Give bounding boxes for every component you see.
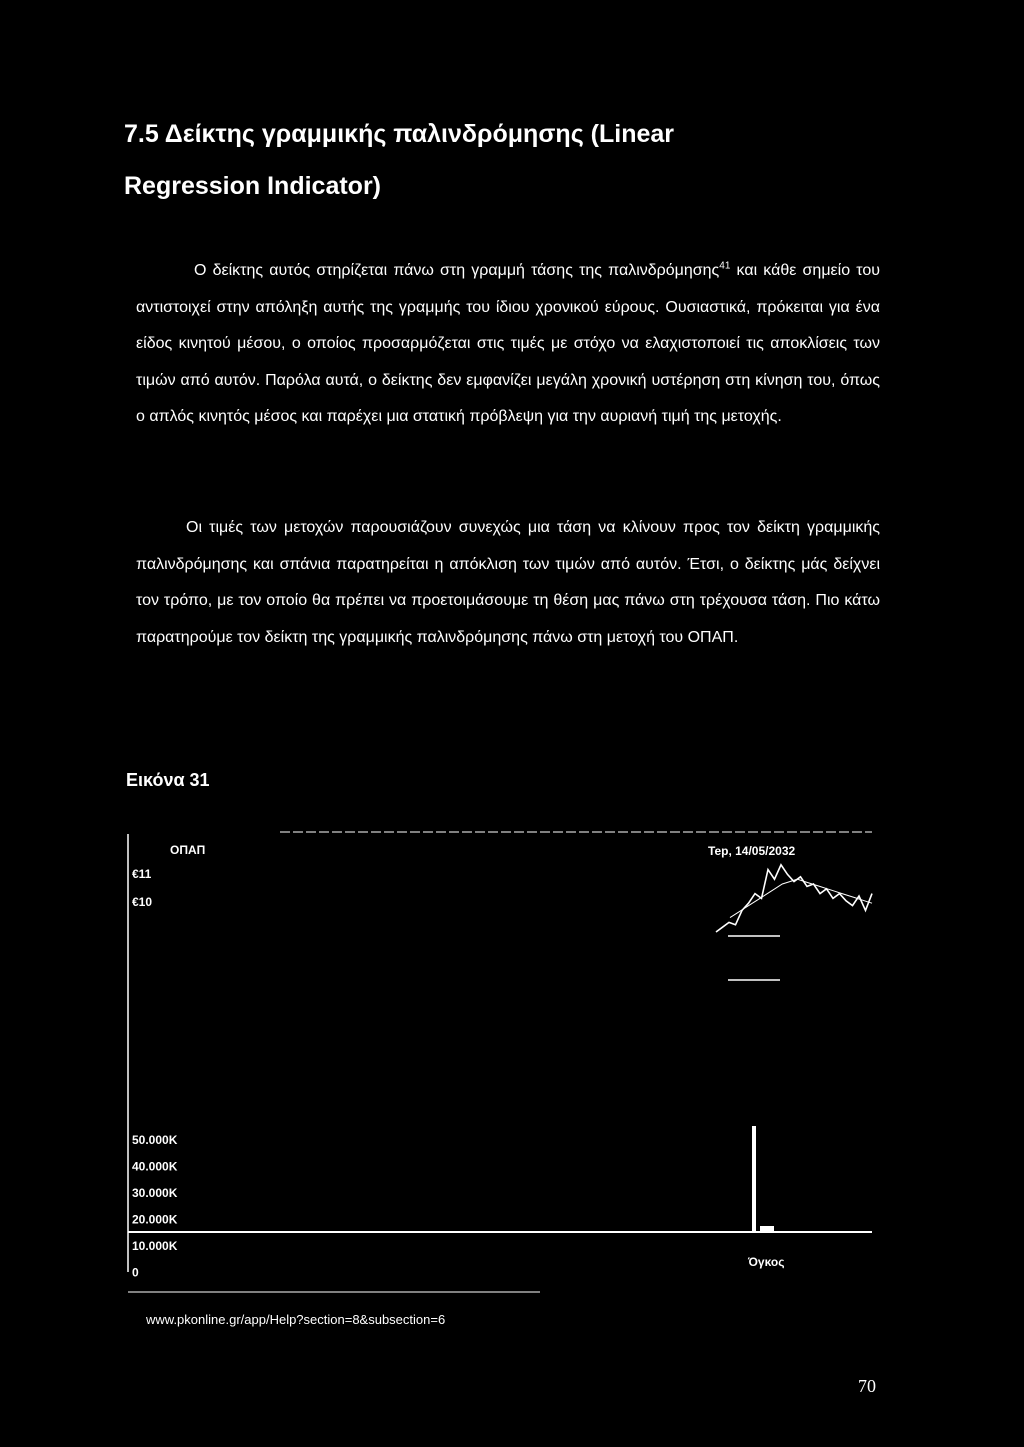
figure-caption: Εικόνα 31 [126,770,210,790]
paragraph-1 [136,253,880,436]
volume-label: Όγκος [748,1255,785,1269]
section-heading-line-2: Regression Indicator) [124,172,381,200]
footnote-marker: 41 [719,260,731,272]
volume-tick-label: 40.000K [132,1159,178,1174]
price-line [716,865,872,932]
price-tick-label: €10 [132,895,153,909]
volume-tick-label: 50.000K [132,1133,178,1147]
section-heading [124,108,904,212]
volume-tick-label: 30.000K [132,1186,178,1200]
section-heading-line-1: 7.5 Δείκτης γραμμικής παλινδρόμησης (Linear [124,120,674,148]
source-url: www.pkonline.gr/app/Help?section=8&subsection=6 [146,1312,446,1327]
price-axis-ticks [132,867,152,909]
volume-axis-ticks [132,1133,178,1280]
paragraph-1-text: Ο δείκτης αυτός στηρίζεται πάνω στη γραμμή τάσης της παλινδρόμησης [194,262,720,279]
chart-date-label: Tep, 14/05/2032 [708,844,796,858]
volume-tick-label: 20.000K [132,1212,178,1227]
chart-title: ΟΠΑΠ [170,843,206,857]
volume-spike [752,1126,756,1232]
paragraph-1-text-cont: και κάθε σημείο του αντιστοιχεί στην απόληξη αυτής της γραμμής του ίδιου χρονικού εύρους. Ουσιαστικά, πρόκειται για ένα είδος κινητού μέσου, ο οποίος προσαρμόζεται στις τιμές με στόχο να ελαχιστοποιεί τις αποκλίσεις των τιμών από αυτόν. Παρόλα αυτά, ο δείκτης δεν εμφανίζει μεγάλη χρονική υστέρηση στη κίνηση του, όπως ο απλός κινητός μέσος και παρέχει μια στατική πρόβλεψη για την αυριανή τιμή της μετοχής. [136,262,881,425]
volume-tick-label: 0 [132,1265,139,1280]
price-tick-label: €11 [132,867,152,881]
page-number: 70 [858,1376,876,1396]
stock-chart [120,820,880,1300]
volume-tick-label: 10.000K [132,1239,178,1253]
paragraph-2: Οι τιμές των μετοχών παρουσιάζουν συνεχώς μια τάση να κλίνουν προς τον δείκτη γραμμικής παλινδρόμησης και σπάνια παρατηρείται η απόκλιση των τιμών από αυτόν. Έτσι, ο δείκτης μάς δείχνει τον τρόπο, με τον οποίο θα πρέπει να προετοιμάσουμε τη θέση μας πάνω στη τρέχουσα τάση. Πιο κάτω παρατηρούμε τον δείκτη της γραμμικής παλινδρόμησης πάνω στη μετοχή του ΟΠΑΠ. [136,519,880,646]
volume-bar-small [760,1226,774,1232]
